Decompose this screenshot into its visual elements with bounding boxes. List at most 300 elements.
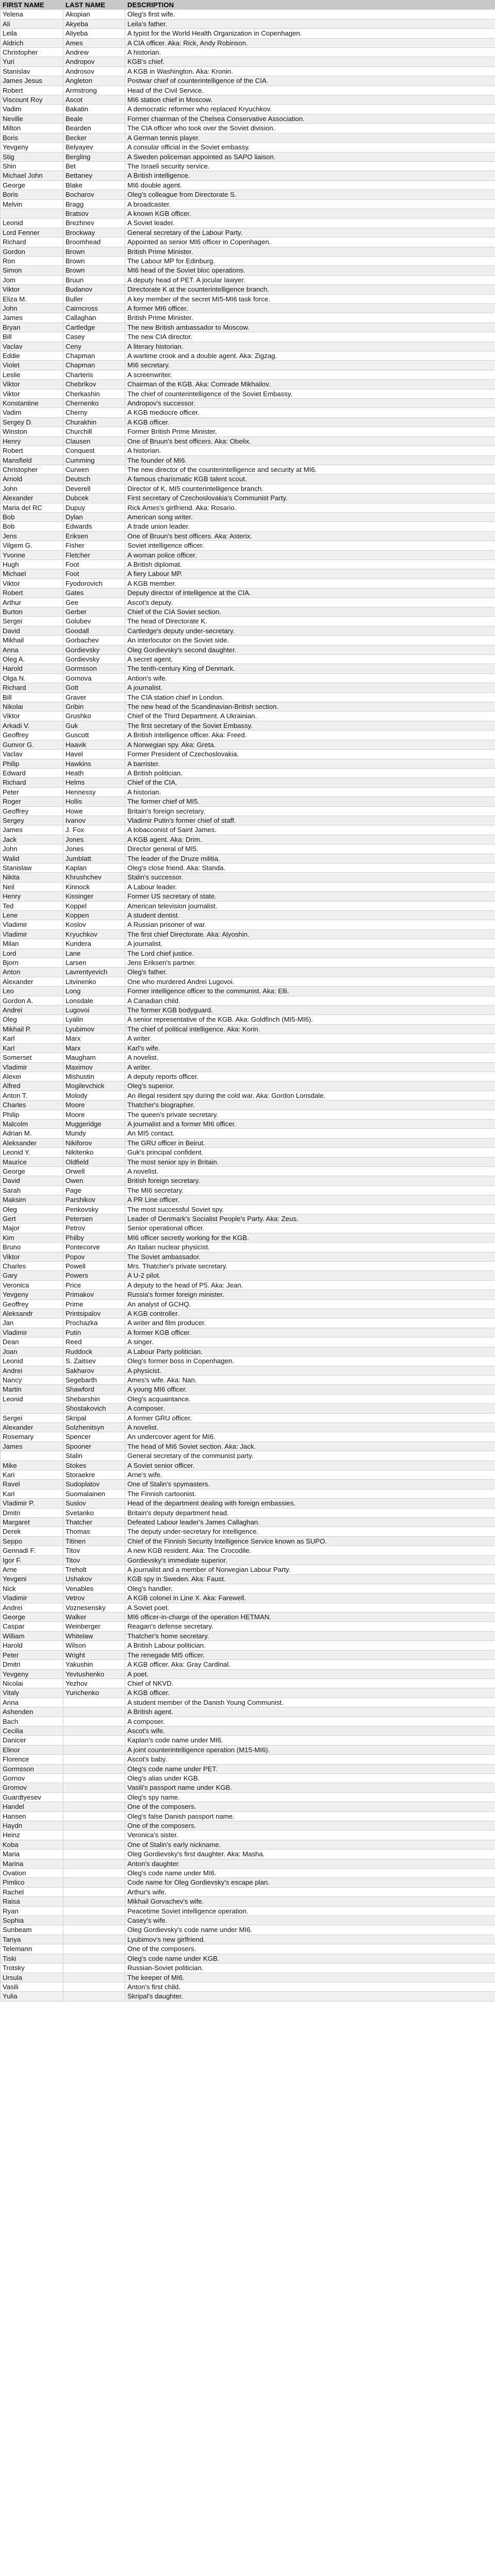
last-name-cell: Gornova xyxy=(63,673,125,683)
first-name-cell: Alexander xyxy=(1,977,63,986)
first-name-cell: Sergei xyxy=(1,617,63,626)
last-name-cell: Suslov xyxy=(63,1499,125,1508)
description-cell: A Sweden policeman appointed as SAPO liaison. xyxy=(125,152,495,161)
description-cell: A student dentist. xyxy=(125,911,495,920)
table-row xyxy=(1,702,495,711)
last-name-cell: Chapman xyxy=(63,351,125,361)
first-name-cell: Raisa xyxy=(1,1897,63,1906)
first-name-cell: Viktor xyxy=(1,389,63,398)
first-name-cell: Mansfield xyxy=(1,455,63,465)
first-name-cell: Neil xyxy=(1,882,63,891)
first-name-cell: Ron xyxy=(1,256,63,265)
description-cell: MI6 officer secretly working for the KGB. xyxy=(125,1233,495,1242)
first-name-cell: Charles xyxy=(1,1262,63,1271)
table-row xyxy=(1,417,495,427)
table-row xyxy=(1,1831,495,1840)
table-row xyxy=(1,1129,495,1138)
table-row xyxy=(1,1224,495,1233)
first-name-cell: William xyxy=(1,1631,63,1640)
last-name-cell: Belyayev xyxy=(63,143,125,152)
table-row xyxy=(1,835,495,844)
table-row xyxy=(1,399,495,408)
table-row xyxy=(1,1811,495,1821)
last-name-cell: Kundera xyxy=(63,939,125,948)
description-cell: A deputy head of PET. A jocular lawyer. xyxy=(125,275,495,284)
first-name-cell: James Jesus xyxy=(1,76,63,86)
description-cell: The most senior spy in Britain. xyxy=(125,1157,495,1166)
description-cell: The keeper of MI6. xyxy=(125,1973,495,1982)
description-cell: One of Bruun's best officers. Aka: Asterix. xyxy=(125,531,495,540)
first-name-cell: Karl xyxy=(1,1043,63,1053)
first-name-cell: Viktor xyxy=(1,285,63,294)
table-row xyxy=(1,1802,495,1811)
description-cell: Defeated Labour leader's James Callaghan. xyxy=(125,1518,495,1527)
table-row xyxy=(1,550,495,560)
last-name-cell: Marx xyxy=(63,1034,125,1043)
first-name-cell: Edward xyxy=(1,768,63,777)
table-row xyxy=(1,474,495,484)
description-cell: A screenwriter. xyxy=(125,370,495,379)
first-name-cell: Haydn xyxy=(1,1821,63,1831)
table-row xyxy=(1,1660,495,1669)
description-cell: Oleg Gordievsky's second daughter. xyxy=(125,645,495,654)
first-name-cell: Lord xyxy=(1,948,63,958)
description-cell: MI6 station chief in Moscow. xyxy=(125,95,495,105)
description-cell: Senior operational officer. xyxy=(125,1224,495,1233)
first-name-cell: Ted xyxy=(1,901,63,910)
first-name-cell: Robert xyxy=(1,588,63,598)
first-name-cell: Shin xyxy=(1,161,63,171)
description-cell: The Lord chief justice. xyxy=(125,948,495,958)
last-name-cell: Philby xyxy=(63,1233,125,1242)
last-name-cell xyxy=(63,1869,125,1878)
description-cell: Guk's principal confident. xyxy=(125,1148,495,1157)
table-row xyxy=(1,285,495,294)
table-row xyxy=(1,1878,495,1887)
first-name-cell: Vilgem G. xyxy=(1,541,63,550)
table-row xyxy=(1,484,495,493)
description-cell: A Soviet senior officer. xyxy=(125,1461,495,1470)
description-cell: Oleg's first wife. xyxy=(125,10,495,19)
first-name-cell: Lord Fenner xyxy=(1,228,63,237)
description-cell: Former US secretary of state. xyxy=(125,892,495,901)
table-row xyxy=(1,57,495,66)
description-cell: An analyst of GCHQ. xyxy=(125,1299,495,1309)
table-row xyxy=(1,48,495,57)
first-name-cell: David xyxy=(1,1176,63,1185)
last-name-cell: Penkovsky xyxy=(63,1205,125,1214)
description-cell: Oleg's alias under KGB. xyxy=(125,1773,495,1783)
table-row xyxy=(1,1442,495,1451)
last-name-cell: Moore xyxy=(63,1110,125,1119)
first-name-cell: Vladimir xyxy=(1,920,63,929)
last-name-cell: Oldfield xyxy=(63,1157,125,1166)
description-cell: Oleg's code name under PET. xyxy=(125,1764,495,1773)
description-cell: Reagan's defense secretary. xyxy=(125,1622,495,1631)
last-name-cell: Heath xyxy=(63,768,125,777)
table-row xyxy=(1,266,495,275)
description-cell: A trade union leader. xyxy=(125,522,495,531)
description-cell: A joint counterintelligence operation (M15-MI6). xyxy=(125,1745,495,1754)
table-row xyxy=(1,977,495,986)
table-row xyxy=(1,1887,495,1896)
table-row xyxy=(1,351,495,361)
table-row xyxy=(1,1963,495,1973)
table-row xyxy=(1,1422,495,1432)
first-name-cell: Kari xyxy=(1,1489,63,1498)
table-row xyxy=(1,1375,495,1384)
first-name-cell: Nick xyxy=(1,1584,63,1593)
last-name-cell xyxy=(63,1973,125,1982)
last-name-cell: Ivanov xyxy=(63,816,125,825)
description-cell: The tenth-century King of Denmark. xyxy=(125,664,495,673)
description-cell: The Labour MP for Edinburg. xyxy=(125,256,495,265)
last-name-cell: Bergling xyxy=(63,152,125,161)
first-name-cell: Major xyxy=(1,1224,63,1233)
table-row xyxy=(1,560,495,569)
table-row xyxy=(1,911,495,920)
first-name-cell: Christopher xyxy=(1,48,63,57)
last-name-cell: Gerber xyxy=(63,607,125,617)
first-name-cell: Gordon xyxy=(1,247,63,256)
first-name-cell: Dmitri xyxy=(1,1508,63,1517)
description-cell: A KGB officer. xyxy=(125,417,495,427)
table-row xyxy=(1,1783,495,1792)
table-row xyxy=(1,1072,495,1081)
last-name-cell: Charteris xyxy=(63,370,125,379)
table-row xyxy=(1,920,495,929)
description-cell: American song writer. xyxy=(125,512,495,521)
first-name-cell: Veronica xyxy=(1,1280,63,1290)
table-row xyxy=(1,180,495,190)
first-name-cell: Aleksander xyxy=(1,1138,63,1147)
first-name-cell: Sergey xyxy=(1,816,63,825)
description-cell: A senior representative of the KGB. Aka: Goldfinch (MI5-MI6). xyxy=(125,1015,495,1024)
last-name-cell: Chapman xyxy=(63,361,125,370)
table-row xyxy=(1,512,495,521)
table-row xyxy=(1,1650,495,1659)
description-cell: General secretary of the Labour Party. xyxy=(125,228,495,237)
table-row xyxy=(1,1318,495,1328)
table-row xyxy=(1,569,495,579)
description-cell: A novelist. xyxy=(125,1053,495,1062)
table-row xyxy=(1,1006,495,1015)
last-name-cell: Reed xyxy=(63,1337,125,1347)
table-row xyxy=(1,844,495,854)
last-name-cell: Bet xyxy=(63,161,125,171)
first-name-cell: Alexander xyxy=(1,1422,63,1432)
last-name-cell: Moore xyxy=(63,1100,125,1110)
table-row xyxy=(1,806,495,816)
description-cell: A barrister. xyxy=(125,759,495,768)
table-row xyxy=(1,1280,495,1290)
description-cell: A Russian prisoner of war. xyxy=(125,920,495,929)
table-row xyxy=(1,446,495,455)
table-row xyxy=(1,1992,495,2001)
first-name-cell: Vitaly xyxy=(1,1688,63,1698)
last-name-cell: Gordievsky xyxy=(63,645,125,654)
last-name-cell: Khrushchev xyxy=(63,873,125,882)
last-name-cell: Long xyxy=(63,987,125,996)
description-cell: Chief of the Finnish Security Intelligence Service known as SUPO. xyxy=(125,1536,495,1546)
description-cell: One of Stalin's spymasters. xyxy=(125,1480,495,1489)
description-cell: MI6 officer-in-charge of the operation HETMAN. xyxy=(125,1613,495,1622)
first-name-cell: Yulia xyxy=(1,1992,63,2001)
first-name-cell: Yvonne xyxy=(1,550,63,560)
last-name-cell: Page xyxy=(63,1185,125,1195)
first-name-cell: Mikhail xyxy=(1,636,63,645)
description-cell: A novelist. xyxy=(125,1422,495,1432)
last-name-cell: Gott xyxy=(63,683,125,692)
table-row xyxy=(1,1489,495,1498)
table-row xyxy=(1,607,495,617)
description-cell: Britain's deputy department head. xyxy=(125,1508,495,1517)
description-cell: An Italian nuclear physicist. xyxy=(125,1243,495,1252)
last-name-cell: Bragg xyxy=(63,199,125,209)
table-row xyxy=(1,275,495,284)
first-name-cell: Jan xyxy=(1,1318,63,1328)
description-cell: A historian. xyxy=(125,446,495,455)
table-row xyxy=(1,1821,495,1831)
first-name-cell: Walid xyxy=(1,854,63,863)
description-cell: A KGB agent. Aka: Drim. xyxy=(125,835,495,844)
description-cell: Mikhail Gorvachev's wife. xyxy=(125,1897,495,1906)
last-name-cell: J. Fox xyxy=(63,825,125,835)
last-name-cell: Dylan xyxy=(63,512,125,521)
last-name-cell: Edwards xyxy=(63,522,125,531)
first-name-cell: Ashenden xyxy=(1,1707,63,1717)
first-name-cell: Vladimir xyxy=(1,1062,63,1072)
last-name-cell: Dupuy xyxy=(63,503,125,512)
last-name-cell: Svetanko xyxy=(63,1508,125,1517)
table-row xyxy=(1,863,495,872)
description-cell: Oleg's former boss in Copenhagen. xyxy=(125,1357,495,1366)
description-cell: British Prime Minister. xyxy=(125,313,495,323)
first-name-cell: Caspar xyxy=(1,1622,63,1631)
last-name-cell: Cairncross xyxy=(63,304,125,313)
description-cell: Arne's wife. xyxy=(125,1470,495,1479)
description-cell: Russia's former foreign minister. xyxy=(125,1290,495,1299)
description-cell: Britain's foreign secretary. xyxy=(125,806,495,816)
description-cell: A composer. xyxy=(125,1717,495,1726)
description-cell: A key member of the secret MI5-MI6 task force. xyxy=(125,294,495,303)
description-cell: A German tennis player. xyxy=(125,133,495,142)
last-name-cell: Churchill xyxy=(63,427,125,436)
description-cell: Peacetime Soviet intelligence operation. xyxy=(125,1906,495,1916)
description-cell: Leader of Denmark's Socialist People's Party. Aka: Zeus. xyxy=(125,1214,495,1224)
table-row xyxy=(1,1536,495,1546)
first-name-cell: Anton T. xyxy=(1,1091,63,1100)
description-cell: A democratic reformer who replaced Kryuchkov. xyxy=(125,105,495,114)
table-row xyxy=(1,1613,495,1622)
description-cell: Thatcher's biographer. xyxy=(125,1100,495,1110)
first-name-cell: Ravel xyxy=(1,1480,63,1489)
last-name-cell: Price xyxy=(63,1280,125,1290)
table-row xyxy=(1,1195,495,1205)
table-row xyxy=(1,1982,495,1991)
table-row xyxy=(1,626,495,635)
last-name-cell xyxy=(63,1954,125,1963)
description-cell: A KGB colonel in Line X. Aka: Farewell. xyxy=(125,1594,495,1603)
table-row xyxy=(1,1413,495,1422)
column-header-first-name: FIRST NAME xyxy=(1,1,63,10)
table-row xyxy=(1,304,495,313)
table-row xyxy=(1,522,495,531)
last-name-cell xyxy=(63,1897,125,1906)
table-row xyxy=(1,1024,495,1033)
first-name-cell: Guardtyesev xyxy=(1,1792,63,1802)
description-cell: Postwar chief of counterintelligence of the CIA. xyxy=(125,76,495,86)
description-cell: Kaplan's code name under MI6. xyxy=(125,1736,495,1745)
last-name-cell: Solzhenitsyn xyxy=(63,1422,125,1432)
table-row xyxy=(1,1337,495,1347)
table-row xyxy=(1,228,495,237)
first-name-cell: Vasili xyxy=(1,1982,63,1991)
description-cell: The former KGB bodyguard. xyxy=(125,1006,495,1015)
last-name-cell: Ushakov xyxy=(63,1574,125,1584)
description-cell: The former chief of MI5. xyxy=(125,797,495,806)
table-row xyxy=(1,673,495,683)
first-name-cell: Pimlico xyxy=(1,1878,63,1887)
description-cell: The new CIA director. xyxy=(125,332,495,342)
last-name-cell: Gormsson xyxy=(63,664,125,673)
first-name-cell: Bjorn xyxy=(1,958,63,968)
description-cell: Oleg's close friend. Aka: Standa. xyxy=(125,863,495,872)
table-row xyxy=(1,579,495,588)
last-name-cell: Owen xyxy=(63,1176,125,1185)
last-name-cell xyxy=(63,1944,125,1954)
first-name-cell: Vladimir xyxy=(1,1594,63,1603)
first-name-cell: Ryan xyxy=(1,1906,63,1916)
table-row xyxy=(1,161,495,171)
table-row xyxy=(1,1252,495,1261)
first-name-cell: Gromov xyxy=(1,1783,63,1792)
first-name-cell: James xyxy=(1,825,63,835)
first-name-cell: Leo xyxy=(1,987,63,996)
description-cell: The queen's private secretary. xyxy=(125,1110,495,1119)
description-cell: The MI6 secretary. xyxy=(125,1185,495,1195)
first-name-cell: Ursula xyxy=(1,1973,63,1982)
first-name-cell: Aleksandr xyxy=(1,1309,63,1318)
last-name-cell: Sudoplatov xyxy=(63,1480,125,1489)
description-cell: A KGB member. xyxy=(125,579,495,588)
description-cell: Chief of the CIA Soviet section. xyxy=(125,607,495,617)
last-name-cell: Churakhin xyxy=(63,417,125,427)
first-name-cell: Stig xyxy=(1,152,63,161)
last-name-cell: Brown xyxy=(63,247,125,256)
table-row xyxy=(1,617,495,626)
last-name-cell: Treholt xyxy=(63,1565,125,1574)
description-cell: Andropov's successor. xyxy=(125,399,495,408)
last-name-cell: Goodall xyxy=(63,626,125,635)
description-cell: A KGB officer. xyxy=(125,1688,495,1698)
first-name-cell: Vadim xyxy=(1,105,63,114)
first-name-cell: Jens xyxy=(1,531,63,540)
description-cell: A known KGB officer. xyxy=(125,209,495,218)
last-name-cell: Mishustin xyxy=(63,1072,125,1081)
first-name-cell: Geoffrey xyxy=(1,806,63,816)
table-row xyxy=(1,218,495,228)
table-row xyxy=(1,332,495,342)
description-cell: Ames's wife. Aka: Nan. xyxy=(125,1375,495,1384)
description-cell: A secret agent. xyxy=(125,655,495,664)
description-cell: American television journalist. xyxy=(125,901,495,910)
description-cell: A British diplomat. xyxy=(125,560,495,569)
description-cell: A British Labour politician. xyxy=(125,1641,495,1650)
table-row xyxy=(1,1138,495,1147)
description-cell: A novelist. xyxy=(125,1166,495,1176)
description-cell: A British politician. xyxy=(125,768,495,777)
first-name-cell: Martin xyxy=(1,1385,63,1394)
table-row xyxy=(1,598,495,607)
last-name-cell: Titov xyxy=(63,1555,125,1565)
table-row xyxy=(1,1698,495,1707)
first-name-cell: Viktor xyxy=(1,1252,63,1261)
first-name-cell: Peter xyxy=(1,787,63,796)
last-name-cell: Lavrentyevich xyxy=(63,968,125,977)
first-name-cell: Leonid Y. xyxy=(1,1148,63,1157)
table-row xyxy=(1,380,495,389)
first-name-cell: George xyxy=(1,1166,63,1176)
table-row xyxy=(1,190,495,199)
table-row xyxy=(1,750,495,759)
description-cell: Jens Eriksen's partner. xyxy=(125,958,495,968)
table-row xyxy=(1,1233,495,1242)
description-cell: A new KGB resident. Aka: The Crocodile. xyxy=(125,1546,495,1555)
table-row xyxy=(1,1148,495,1157)
first-name-cell: Telemann xyxy=(1,1944,63,1954)
description-cell: The leader of the Druze militia. xyxy=(125,854,495,863)
last-name-cell: Shebarshin xyxy=(63,1394,125,1403)
last-name-cell: Yezhov xyxy=(63,1679,125,1688)
last-name-cell: Brown xyxy=(63,256,125,265)
first-name-cell: Leonid xyxy=(1,218,63,228)
table-row xyxy=(1,1366,495,1375)
first-name-cell: Maria del RC xyxy=(1,503,63,512)
first-name-cell: Aldrich xyxy=(1,38,63,47)
description-cell: The chief of political intelligence. Aka: Korin. xyxy=(125,1024,495,1033)
table-row xyxy=(1,1679,495,1688)
table-row xyxy=(1,1792,495,1802)
table-row xyxy=(1,105,495,114)
first-name-cell: Alexei xyxy=(1,1072,63,1081)
table-row xyxy=(1,939,495,948)
description-cell: A deputy to the head of P5. Aka: Jean. xyxy=(125,1280,495,1290)
first-name-cell: Malcolm xyxy=(1,1119,63,1128)
last-name-cell: Beale xyxy=(63,114,125,123)
first-name-cell: Jom xyxy=(1,275,63,284)
description-cell: Oleg's superior. xyxy=(125,1081,495,1091)
table-row xyxy=(1,1565,495,1574)
last-name-cell: Curwen xyxy=(63,465,125,474)
description-cell: Chief of NKVD. xyxy=(125,1679,495,1688)
table-row xyxy=(1,1328,495,1337)
table-row xyxy=(1,1518,495,1527)
last-name-cell: Yevtushenko xyxy=(63,1669,125,1679)
table-row xyxy=(1,370,495,379)
description-cell: Oleg Gordievsky's first daughter. Aka: Masha. xyxy=(125,1850,495,1859)
header-row xyxy=(1,1,495,10)
first-name-cell: Stanislav xyxy=(1,66,63,76)
description-cell: Ascot's deputy. xyxy=(125,598,495,607)
table-row xyxy=(1,1299,495,1309)
table-row xyxy=(1,76,495,86)
first-name-cell: Neville xyxy=(1,114,63,123)
first-name-cell: Michael John xyxy=(1,171,63,180)
table-row xyxy=(1,1906,495,1916)
first-name-cell: Charles xyxy=(1,1100,63,1110)
table-row xyxy=(1,778,495,787)
